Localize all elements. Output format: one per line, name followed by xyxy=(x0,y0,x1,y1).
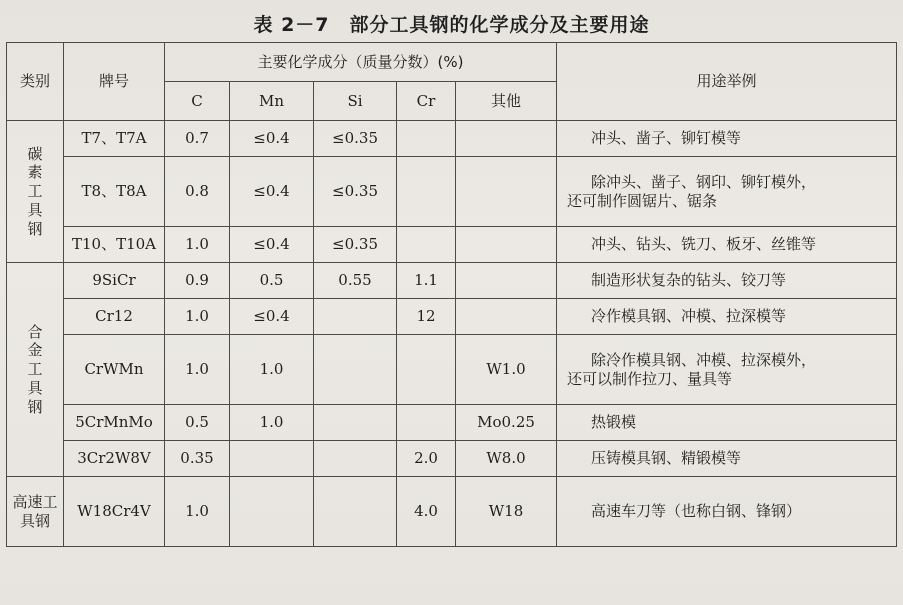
other-cell xyxy=(456,299,557,335)
c-cell: 0.8 xyxy=(165,157,230,227)
grade-cell: 5CrMnMo xyxy=(64,405,165,441)
other-cell xyxy=(456,121,557,157)
usage-cell: 压铸模具钢、精锻模等 xyxy=(557,441,897,477)
si-cell xyxy=(314,405,397,441)
si-cell xyxy=(314,335,397,405)
usage-cell: 高速车刀等（也称白钢、锋钢） xyxy=(557,477,897,547)
header-other: 其他 xyxy=(456,82,557,121)
other-cell: W1.0 xyxy=(456,335,557,405)
header-grade: 牌号 xyxy=(64,43,165,121)
mn-cell: 1.0 xyxy=(230,335,314,405)
cr-cell xyxy=(397,335,456,405)
grade-cell: T7、T7A xyxy=(64,121,165,157)
c-cell: 0.7 xyxy=(165,121,230,157)
category-alloy-tool-steel: 合 金 工 具 钢 xyxy=(7,263,64,477)
si-cell xyxy=(314,299,397,335)
usage-cell: 制造形状复杂的钻头、铰刀等 xyxy=(557,263,897,299)
header-category: 类别 xyxy=(7,43,64,121)
usage-cell xyxy=(557,157,897,227)
grade-cell: T8、T8A xyxy=(64,157,165,227)
cr-cell: 1.1 xyxy=(397,263,456,299)
usage-cell: 热锻模 xyxy=(557,405,897,441)
other-cell: Mo0.25 xyxy=(456,405,557,441)
usage-cell: 冷作模具钢、冲模、拉深模等 xyxy=(557,299,897,335)
grade-cell: 9SiCr xyxy=(64,263,165,299)
si-cell xyxy=(314,477,397,547)
usage-cell: 冲头、凿子、铆钉模等 xyxy=(557,121,897,157)
header-usage: 用途举例 xyxy=(557,43,897,121)
si-cell: 0.55 xyxy=(314,263,397,299)
grade-cell: Cr12 xyxy=(64,299,165,335)
mn-cell: ≤0.4 xyxy=(230,227,314,263)
table-title: 表 2－7 部分工具钢的化学成分及主要用途 xyxy=(253,14,650,36)
usage-line: 还可以制作拉刀、量具等 xyxy=(567,369,733,388)
si-cell xyxy=(314,441,397,477)
grade-cell: T10、T10A xyxy=(64,227,165,263)
usage-cell xyxy=(557,335,897,405)
grade-cell: W18Cr4V xyxy=(64,477,165,547)
c-cell: 1.0 xyxy=(165,227,230,263)
cr-cell: 4.0 xyxy=(397,477,456,547)
header-cr: Cr xyxy=(397,82,456,121)
mn-cell xyxy=(230,441,314,477)
c-cell: 0.35 xyxy=(165,441,230,477)
c-cell: 1.0 xyxy=(165,477,230,547)
cr-cell xyxy=(397,405,456,441)
cr-cell xyxy=(397,227,456,263)
other-cell: W18 xyxy=(456,477,557,547)
c-cell: 1.0 xyxy=(165,335,230,405)
grade-cell: 3Cr2W8V xyxy=(64,441,165,477)
other-cell xyxy=(456,227,557,263)
usage-line: 除冷作模具钢、冲模、拉深模外， xyxy=(591,350,817,369)
si-cell: ≤0.35 xyxy=(314,157,397,227)
other-cell: W8.0 xyxy=(456,441,557,477)
cr-cell: 2.0 xyxy=(397,441,456,477)
usage-line: 还可制作圆锯片、锯条 xyxy=(567,191,718,210)
si-cell: ≤0.35 xyxy=(314,121,397,157)
header-mn: Mn xyxy=(230,82,314,121)
c-cell: 0.9 xyxy=(165,263,230,299)
mn-cell: 1.0 xyxy=(230,405,314,441)
usage-line: 除冲头、凿子、钢印、铆钉模外， xyxy=(591,172,817,191)
cr-cell: 12 xyxy=(397,299,456,335)
header-si: Si xyxy=(314,82,397,121)
mn-cell: ≤0.4 xyxy=(230,299,314,335)
c-cell: 0.5 xyxy=(165,405,230,441)
mn-cell: ≤0.4 xyxy=(230,157,314,227)
other-cell xyxy=(456,263,557,299)
header-c: C xyxy=(165,82,230,121)
c-cell: 1.0 xyxy=(165,299,230,335)
mn-cell: 0.5 xyxy=(230,263,314,299)
composition-table xyxy=(6,42,897,547)
mn-cell: ≤0.4 xyxy=(230,121,314,157)
cr-cell xyxy=(397,121,456,157)
si-cell: ≤0.35 xyxy=(314,227,397,263)
header-composition: 主要化学成分（质量分数）(%) xyxy=(165,43,557,82)
cr-cell xyxy=(397,157,456,227)
category-carbon-tool-steel: 碳 素 工 具 钢 xyxy=(7,121,64,263)
usage-cell: 冲头、钻头、铣刀、板牙、丝锥等 xyxy=(557,227,897,263)
mn-cell xyxy=(230,477,314,547)
category-high-speed-steel: 高速工 具钢 xyxy=(7,477,64,547)
other-cell xyxy=(456,157,557,227)
grade-cell: CrWMn xyxy=(64,335,165,405)
